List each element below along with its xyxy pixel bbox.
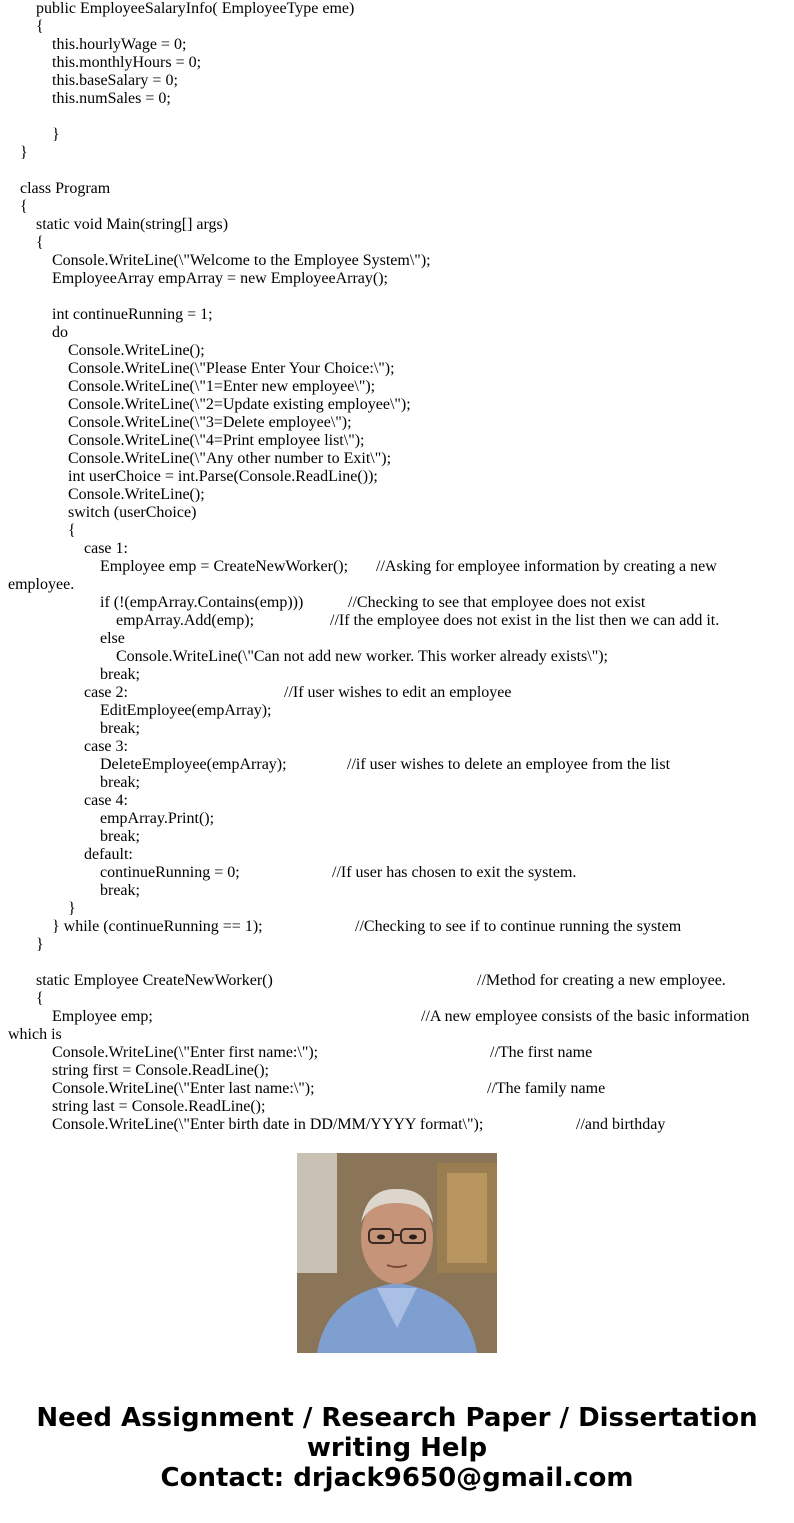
code-text: Console.WriteLine();: [68, 342, 205, 359]
code-text: {: [36, 234, 44, 251]
code-text: string first = Console.ReadLine();: [52, 1062, 269, 1079]
code-text: this.numSales = 0;: [52, 90, 171, 107]
code-line: [8, 1026, 794, 1044]
code-text: {: [36, 990, 44, 1007]
code-comment: //Checking to see if to continue running the system: [355, 918, 682, 935]
code-line: [36, 216, 794, 234]
code-text: class Program: [20, 180, 111, 197]
code-text: Employee emp;: [52, 1008, 153, 1025]
code-text: empArray.Add(emp);: [116, 612, 255, 629]
code-line: [116, 612, 794, 630]
code-text: break;: [100, 828, 140, 845]
code-comment: //If the employee does not exist in the list then we can add it.: [330, 612, 720, 629]
code-line: [52, 1008, 794, 1026]
code-line: [52, 324, 794, 342]
code-line: [52, 126, 794, 144]
code-comment: //If user has chosen to exit the system.: [332, 864, 577, 881]
code-text: Employee emp = CreateNewWorker();: [100, 558, 349, 575]
code-text: {: [68, 522, 76, 539]
code-line: [116, 648, 794, 666]
code-text: case 3:: [84, 738, 128, 755]
code-line: [52, 90, 794, 108]
code-line: [100, 594, 794, 612]
code-line: [100, 702, 794, 720]
code-comment: //Checking to see that employee does not exist: [348, 594, 646, 611]
code-line: [36, 234, 794, 252]
code-line: [68, 432, 794, 450]
code-text: Console.WriteLine(\"Enter last name:\");: [52, 1080, 315, 1097]
code-text: }: [52, 126, 60, 143]
code-line: [68, 900, 794, 918]
code-text: Console.WriteLine(\"Enter birth date in DD/MM/YYYY format\");: [52, 1116, 484, 1133]
code-line: [52, 1116, 794, 1134]
code-text: employee.: [8, 576, 75, 593]
code-text: empArray.Print();: [100, 810, 215, 827]
code-line: [84, 684, 794, 702]
code-text: break;: [100, 774, 140, 791]
code-text: Console.WriteLine();: [68, 486, 205, 503]
code-text: Console.WriteLine(\"Can not add new worker. This worker already exists\");: [116, 648, 608, 665]
code-line: [100, 828, 794, 846]
code-text: Console.WriteLine(\"Any other number to Exit\");: [68, 450, 392, 467]
code-line: [36, 936, 794, 954]
code-text: if (!(empArray.Contains(emp))): [100, 594, 304, 611]
code-line: [52, 1080, 794, 1098]
code-line: [36, 18, 794, 36]
code-line: [36, 972, 794, 990]
code-line: [68, 504, 794, 522]
code-text: Console.WriteLine(\"4=Print employee list\");: [68, 432, 365, 449]
code-comment: //The first name: [490, 1044, 593, 1061]
code-line: [100, 882, 794, 900]
code-line: [100, 720, 794, 738]
code-text: break;: [100, 882, 140, 899]
code-text: case 2:: [84, 684, 128, 701]
code-line: [20, 144, 794, 162]
code-line: [52, 270, 794, 288]
code-line: [100, 558, 794, 576]
code-text: Console.WriteLine(\"Enter first name:\");: [52, 1044, 319, 1061]
code-line: [52, 306, 794, 324]
code-line: [68, 378, 794, 396]
code-comment: //A new employee consists of the basic information: [421, 1008, 750, 1025]
code-comment: //Asking for employee information by creating a new: [376, 558, 717, 575]
code-text: static void Main(string[] args): [36, 216, 229, 233]
code-text: Console.WriteLine(\"2=Update existing employee\");: [68, 396, 411, 413]
code-text: this.hourlyWage = 0;: [52, 36, 187, 53]
promo-banner: [0, 1403, 794, 1493]
code-text: switch (userChoice): [68, 504, 197, 521]
code-text: break;: [100, 720, 140, 737]
code-line: [36, 0, 794, 18]
promo-line-2: writing Help: [306, 1433, 488, 1463]
code-text: continueRunning = 0;: [100, 864, 240, 881]
code-line: [84, 792, 794, 810]
code-text: Console.WriteLine(\"3=Delete employee\");: [68, 414, 352, 431]
code-text: break;: [100, 666, 140, 683]
code-text: }: [68, 900, 76, 917]
code-line: [52, 1062, 794, 1080]
code-text: EditEmployee(empArray);: [100, 702, 272, 719]
code-text: else: [100, 630, 125, 647]
code-text: case 1:: [84, 540, 128, 557]
code-line: [68, 342, 794, 360]
code-line: [8, 576, 794, 594]
code-line: [52, 54, 794, 72]
code-comment: //if user wishes to delete an employee from the list: [347, 756, 671, 773]
code-text: string last = Console.ReadLine();: [52, 1098, 266, 1115]
code-comment: //The family name: [487, 1080, 606, 1097]
code-comment: //If user wishes to edit an employee: [284, 684, 512, 701]
code-text: Console.WriteLine(\"Please Enter Your Choice:\");: [68, 360, 395, 377]
code-text: int userChoice = int.Parse(Console.ReadLine());: [68, 468, 378, 485]
promo-line-1: Need Assignment / Research Paper / Dissertation: [36, 1403, 758, 1433]
author-avatar: [297, 1153, 497, 1353]
code-text: }: [20, 144, 28, 161]
code-text: {: [36, 18, 44, 35]
code-line: [68, 360, 794, 378]
code-text: DeleteEmployee(empArray);: [100, 756, 287, 773]
code-line: [52, 1098, 794, 1116]
code-text: this.baseSalary = 0;: [52, 72, 178, 89]
code-line: [84, 738, 794, 756]
code-text: }: [36, 936, 44, 953]
code-text: which is: [8, 1026, 62, 1043]
code-comment: //and birthday: [576, 1116, 666, 1133]
code-line: [52, 252, 794, 270]
code-line: [52, 36, 794, 54]
code-line: [68, 414, 794, 432]
code-line: [100, 756, 794, 774]
code-line: [20, 180, 794, 198]
code-line: [20, 198, 794, 216]
code-line: [100, 774, 794, 792]
code-line: [84, 540, 794, 558]
code-line: [100, 666, 794, 684]
promo-contact: Contact: drjack9650@gmail.com: [160, 1463, 634, 1493]
code-text: Console.WriteLine(\"Welcome to the Employee System\");: [52, 252, 431, 269]
code-line: [100, 630, 794, 648]
code-text: public EmployeeSalaryInfo( EmployeeType eme): [36, 0, 355, 17]
code-line: [68, 450, 794, 468]
code-line: [36, 990, 794, 1008]
code-line: [68, 468, 794, 486]
code-text: } while (continueRunning == 1);: [52, 918, 263, 935]
code-line: [100, 810, 794, 828]
code-text: {: [20, 198, 28, 215]
code-line: [84, 846, 794, 864]
code-line: [68, 486, 794, 504]
code-text: int continueRunning = 1;: [52, 306, 213, 323]
code-line: [52, 72, 794, 90]
code-text: static Employee CreateNewWorker(): [36, 972, 273, 989]
code-text: EmployeeArray empArray = new EmployeeArray();: [52, 270, 388, 287]
code-text: do: [52, 324, 68, 341]
code-line: [52, 918, 794, 936]
code-text: this.monthlyHours = 0;: [52, 54, 202, 71]
code-comment: //Method for creating a new employee.: [477, 972, 726, 989]
code-line: [52, 1044, 794, 1062]
person-photo-icon: [297, 1153, 497, 1353]
code-line: [68, 396, 794, 414]
code-text: Console.WriteLine(\"1=Enter new employee\");: [68, 378, 376, 395]
code-line: [68, 522, 794, 540]
code-text: case 4:: [84, 792, 128, 809]
code-line: [100, 864, 794, 882]
code-text: default:: [84, 846, 133, 863]
